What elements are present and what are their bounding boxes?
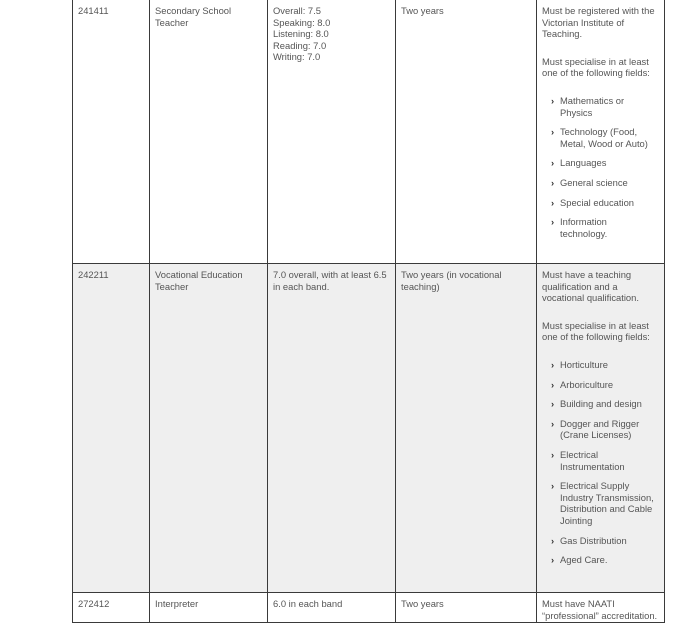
chevron-right-icon: › [551,480,555,492]
field-text: Metal, Wood or Auto) [560,137,648,149]
list-item [542,126,659,149]
field-text: Languages [560,157,607,169]
occupation-requirements-table [72,0,665,623]
requirement-line: Must have a teaching [542,269,632,280]
field-text: Industry Transmission, [560,491,654,503]
occupation-text: Teacher [155,16,189,28]
list-item [542,177,659,189]
field-text: Physics [560,106,593,118]
list-item [542,418,659,441]
field-text: technology. [560,227,608,239]
occupation-text: Interpreter [155,598,199,609]
list-item [542,216,659,239]
specialise-line: one of the following fields: [542,67,650,79]
other-requirements-cell [537,593,665,623]
chevron-right-icon: › [551,534,555,546]
occupation-cell [150,593,268,623]
table-row [73,0,665,264]
field-text: Horticulture [560,358,608,370]
chevron-right-icon: › [551,196,555,208]
chevron-right-icon: › [551,126,555,138]
chevron-right-icon: › [551,417,555,429]
list-item [542,554,659,566]
anzsco-code-cell [73,264,150,593]
experience-text: Two years (in vocational [401,269,502,280]
anzsco-code-cell [73,0,150,264]
chevron-right-icon: › [551,554,555,566]
requirement-line: qualification and a [542,280,618,292]
occupation-cell [150,0,268,264]
chevron-right-icon: › [551,176,555,188]
list-item [542,379,659,391]
field-text: (Crane Licenses) [560,429,632,441]
occupation-text: Teacher [155,280,189,292]
english-requirement-cell [268,0,396,264]
field-text: Jointing [560,514,593,526]
specialise-line: Must specialise in at least [542,319,649,331]
specialise-line: one of the following fields: [542,331,650,343]
english-score: in each band. [273,280,330,292]
list-item [542,95,659,118]
occupation-text: Secondary School [155,5,232,16]
field-text: Arboriculture [560,378,614,390]
field-text: General science [560,176,628,188]
anzsco-code: 241411 [78,5,109,16]
field-text: Aged Care. [560,554,608,566]
anzsco-code-cell [73,593,150,623]
requirement-line: Victorian Institute of [542,16,625,28]
field-text: Gas Distribution [560,534,627,546]
experience-text: teaching) [401,280,440,292]
field-text: Mathematics or [560,94,625,106]
specialise-intro [542,320,659,343]
field-text: Building and design [560,398,642,410]
english-requirement-cell [268,593,396,623]
requirement-line: Teaching. [542,28,583,40]
specialise-line: Must specialise in at least [542,55,649,67]
requirement-line: Must have NAATI [542,598,615,609]
chevron-right-icon: › [551,378,555,390]
other-requirements-cell [537,264,665,593]
other-requirements-cell [537,0,665,264]
list-item [542,197,659,209]
experience-cell [396,264,537,593]
field-text: Electrical [560,448,599,460]
english-score: Reading: 7.0 [273,39,327,51]
list-item [542,359,659,371]
chevron-right-icon: › [551,358,555,370]
list-item [542,449,659,472]
experience-cell [396,0,537,264]
requirement-line: “professional” accreditation. [542,609,658,621]
list-item [542,535,659,547]
field-text: Technology (Food, [560,126,638,138]
qualification-requirement [542,269,659,304]
english-score: 6.0 in each band [273,598,343,609]
requirement-line: vocational qualification. [542,292,639,304]
field-text: Information [560,216,607,228]
chevron-right-icon: › [551,398,555,410]
requirement-line: Must be registered with the [542,5,655,16]
field-text: Special education [560,196,635,208]
chevron-right-icon: › [551,94,555,106]
experience-cell [396,593,537,623]
experience-text: Two years [401,598,444,609]
anzsco-code: 272412 [78,598,110,609]
field-list [542,95,659,239]
english-score: Speaking: 8.0 [273,16,331,28]
english-requirement-cell [268,264,396,593]
list-item [542,480,659,526]
occupation-text: Vocational Education [155,269,243,280]
chevron-right-icon: › [551,157,555,169]
table-row [73,264,665,593]
field-text: Distribution and Cable [560,503,653,515]
anzsco-code: 242211 [78,269,109,280]
registration-requirement [542,5,659,40]
chevron-right-icon: › [551,448,555,460]
field-text: Electrical Supply [560,480,630,492]
field-list [542,359,659,566]
english-score: 7.0 overall, with at least 6.5 [273,269,387,280]
list-item [542,157,659,169]
english-score: Overall: 7.5 [273,5,321,16]
experience-text: Two years [401,5,444,16]
table-row [73,593,665,623]
field-text: Instrumentation [560,460,625,472]
chevron-right-icon: › [551,216,555,228]
field-text: Dogger and Rigger [560,417,640,429]
english-score: Listening: 8.0 [273,28,329,40]
specialise-intro [542,56,659,79]
list-item [542,398,659,410]
occupation-cell [150,264,268,593]
english-score: Writing: 7.0 [273,51,321,63]
